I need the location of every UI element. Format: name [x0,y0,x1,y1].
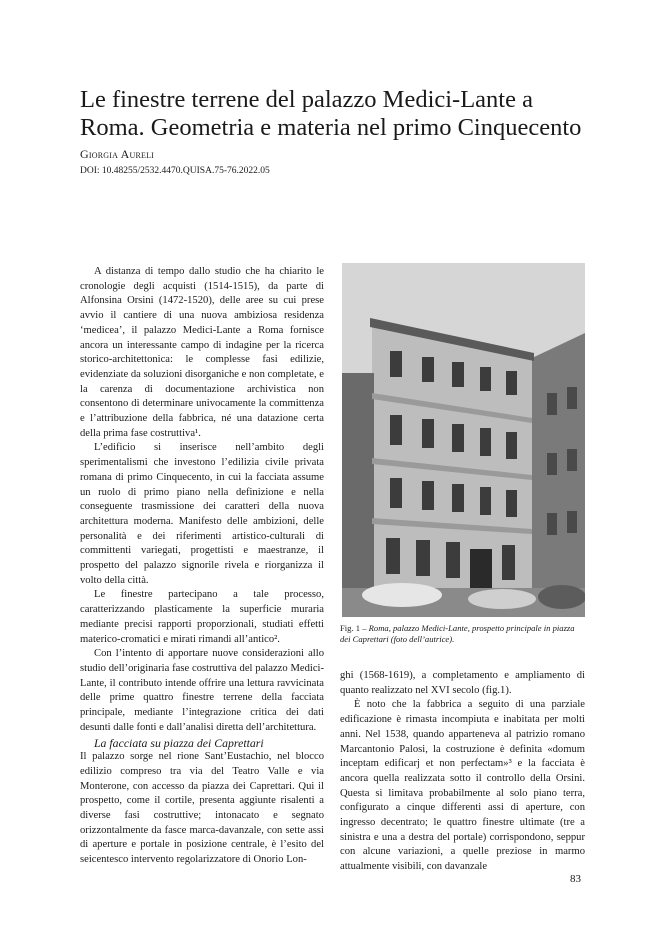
article-title: Le finestre terrene del palazzo Medici-Lante a Roma. Geometria e materia nel primo Cinquecento [80,86,582,141]
body-paragraph: Il palazzo sorge nel rione Sant’Eustachio, nel blocco edilizio compreso tra via del Teatro Valle e via Monterone, con accesso da piazza dei Caprettari. Qui il prospetto, come il cortile, presenta aggiunte risalenti a diverse fasi costruttive; intonacato e segnato orizzontalmente da fasce marca-davanzale, con sette assi di aperture e portale in posizione centrale, è l’esito del seicentesco intervento regolarizzatore di Onorio Lon- [80,751,324,866]
figure-caption [340,623,586,645]
caption-text: Roma, palazzo Medici-Lante, prospetto principale in piazza dei Caprettari (foto dell’autrice). [340,623,575,644]
author-name: Giorgia Aureli [80,147,155,161]
body-paragraph: A distanza di tempo dallo studio che ha chiarito le cronologie degli acquisti (1514-1515), da parte di Alfonsina Orsini (1472-1520), delle aree su cui prese avvio il cantiere di una nuova ambiziosa residenza ‘medicea’, il palazzo Medici-Lante a Roma fornisce ancora un interessante campo di indagine per la ricerca storico-architettonica: le complesse fasi edilizie, evidenziate da soluzioni disorganiche e non completate, e la carenza di documentazione archivistica non consentono di determinare univocamente la committenza e l’attribuzione della fabbrica, né una datazione certa della prima fase costruttiva¹. [80,266,324,439]
body-paragraph: È noto che la fabbrica a seguito di una parziale edificazione è rimasta incompiuta e inabitata per molti anni. Nel 1538, quando apparteneva al patrizio romano Marcantonio Palosi, la costruzione è definita «domum inceptam edificarj et non perfectam»³ e la facciata è ancora quella realizzata sotto il controllo della Orsini. Questa si limitava probabilmente al solo piano terra, configurato a cinque differenti assi di aperture, con ingresso decentrato; le quattro finestre ultimate (tre a sinistra e una a destra del portale) corrispondono, seppur con alcune variazioni, a quelle preziose in marmo attualmente visibili, con davanzale [340,699,585,873]
body-paragraph: L’edificio si inserisce nell’ambito degli sperimentalismi che investono l’edilizia civile privata romana di primo Cinquecento, in cui la facciata assume un ruolo di primo piano nella definizione e nella conseguente trasmissione dei caratteri della nuova architettura moderna. Manifesto delle ambizioni, delle personalità e dei riferimenti artistico-culturali di committenti variegati, progettisti e maestranze, il prospetto del palazzo signorile rivela e riorganizza il volto della città. [80,442,324,586]
body-paragraph: Le finestre partecipano a tale processo, caratterizzando plasticamente la superficie muraria mediante precisi rapporti proporzionali, studiati effetti materico-cromatici e mirati rimandi all’antico². [80,589,324,645]
body-paragraph: ghi (1568-1619), a completamento e ampliamento di quanto realizzato nel XVI secolo (fig.1). [340,670,585,696]
caption-prefix: Fig. 1 – [340,623,369,633]
page-number: 83 [570,873,581,885]
body-paragraph: Con l’intento di apportare nuove considerazioni allo studio dell’originaria fase costruttiva del palazzo Medici-Lante, il contributo intende offrire una lettura ravvicinata delle prime quattro finestre terrene della facciata principale, mediante l’integrazione critica dei dati desunti dalle fonti e dall’analisi diretta dell’architettura. [80,648,324,733]
facade-photo [342,263,585,617]
right-column [340,669,585,875]
left-column [80,265,324,868]
section-heading: La facciata su piazza dei Caprettari [94,735,264,750]
doi-line: DOI: 10.48255/2532.4470.QUISA.75-76.2022.05 [80,166,270,176]
